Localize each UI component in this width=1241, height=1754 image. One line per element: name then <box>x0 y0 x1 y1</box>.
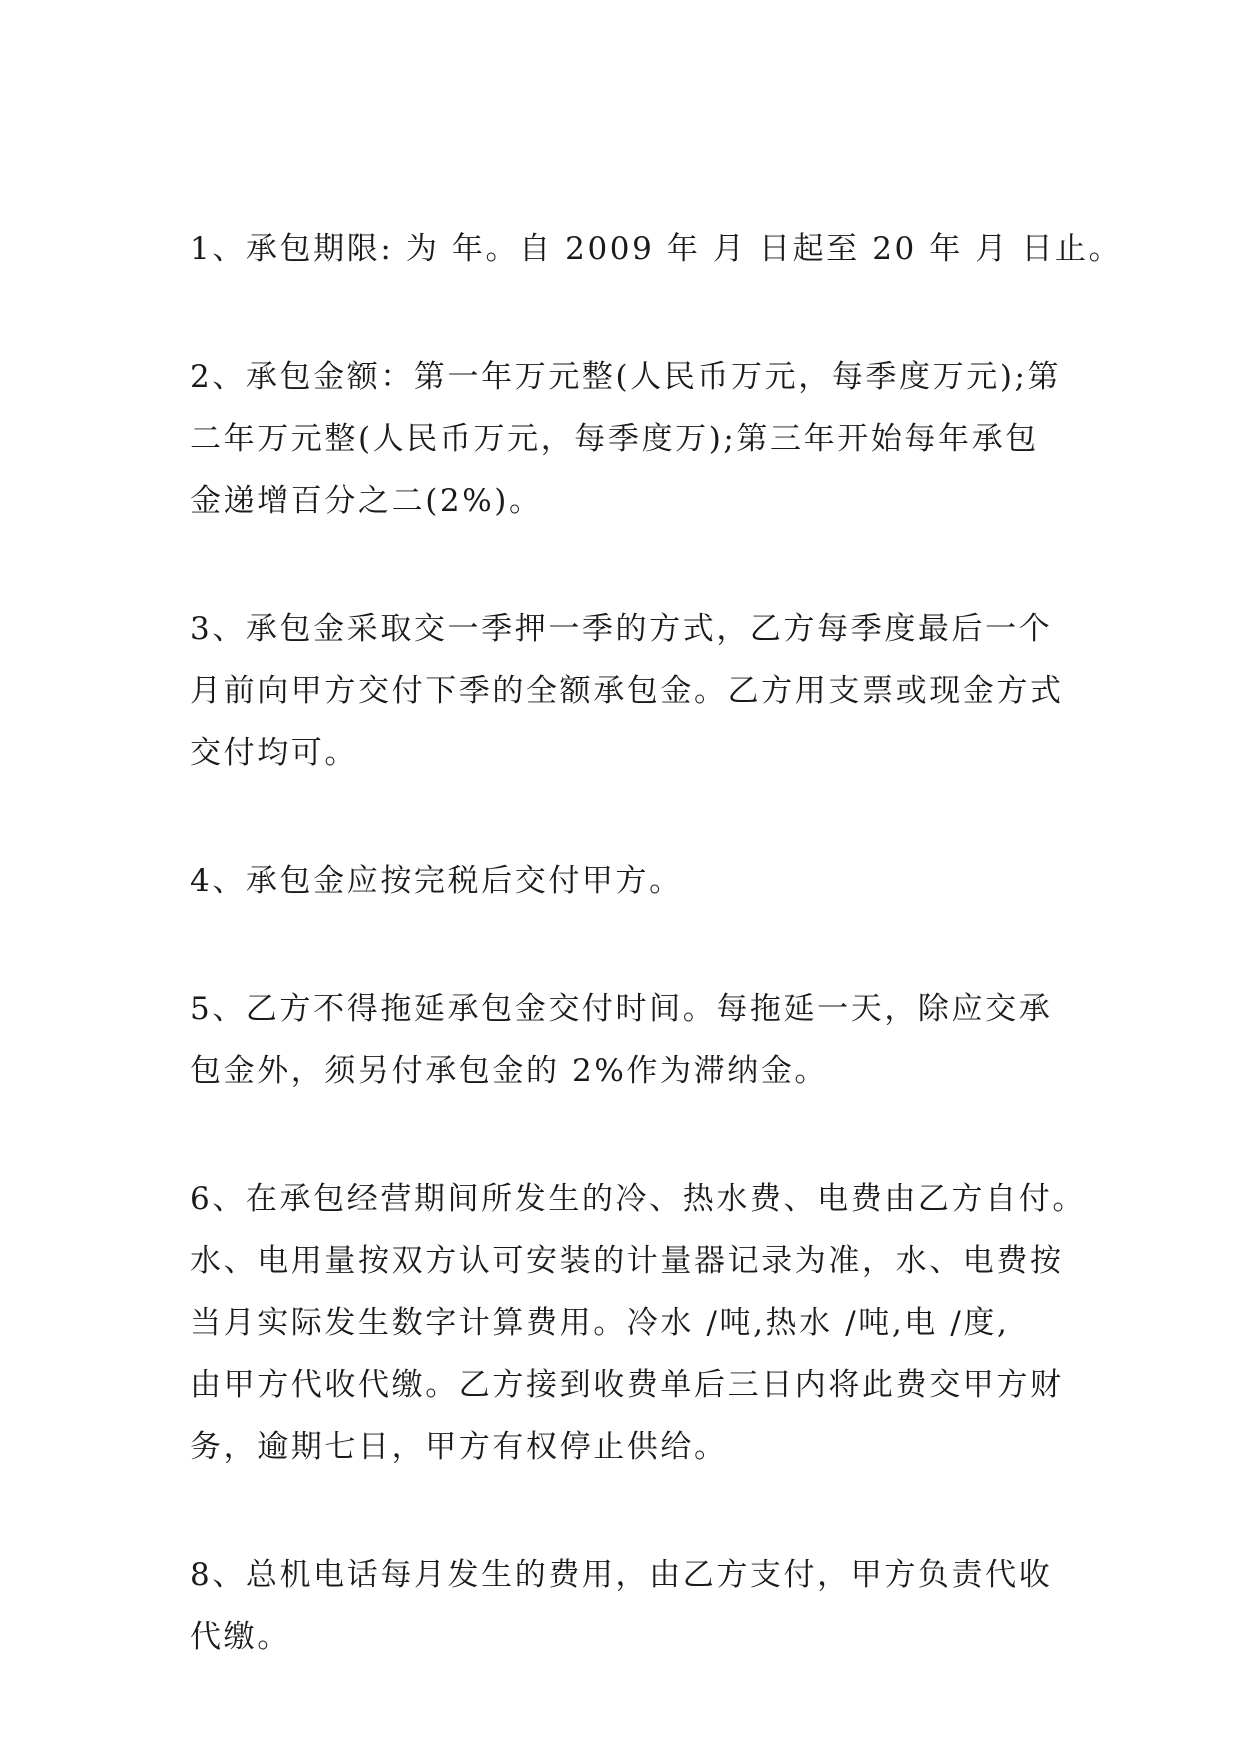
contract-clauses <box>190 218 1123 1734</box>
clause-line: 金递增百分之二(2%)。 <box>190 483 543 519</box>
clause-line: 水、电用量按双方认可安装的计量器记录为准，水、电费按 <box>190 1243 1064 1279</box>
clause-line: 3、承包金采取交一季押一季的方式，乙方每季度最后一个 <box>190 611 1053 647</box>
clause-8-telephone <box>190 1544 1070 1668</box>
clause-4-tax <box>190 850 1070 912</box>
clause-2-amount <box>190 346 1070 532</box>
clause-line: 1、承包期限: 为 年。自 2009 年 月 日起至 20 年 月 日止。 <box>190 231 1123 267</box>
clause-line: 6、在承包经营期间所发生的冷、热水费、电费由乙方自付。 <box>190 1181 1086 1217</box>
clause-line: 当月实际发生数字计算费用。冷水 /吨,热水 /吨,电 /度, <box>190 1305 1010 1341</box>
clause-line: 月前向甲方交付下季的全额承包金。乙方用支票或现金方式 <box>190 673 1064 709</box>
clause-line: 包金外，须另付承包金的 2%作为滞纳金。 <box>190 1053 829 1089</box>
clause-line: 务，逾期七日，甲方有权停止供给。 <box>190 1429 728 1465</box>
clause-line: 5、乙方不得拖延承包金交付时间。每拖延一天，除应交承 <box>190 991 1053 1027</box>
clause-line: 8、总机电话每月发生的费用，由乙方支付，甲方负责代收 <box>190 1557 1053 1593</box>
clause-3-payment-method <box>190 598 1070 784</box>
clause-line: 4、承包金应按完税后交付甲方。 <box>190 863 683 899</box>
clause-6-utilities <box>190 1168 1086 1478</box>
clause-line: 代缴。 <box>190 1619 291 1655</box>
clause-line: 由甲方代收代缴。乙方接到收费单后三日内将此费交甲方财 <box>190 1367 1064 1403</box>
clause-line: 2、承包金额：第一年万元整(人民币万元，每季度万元);第 <box>190 359 1062 395</box>
clause-line: 二年万元整(人民币万元，每季度万);第三年开始每年承包 <box>190 421 1039 457</box>
clause-5-late-fee <box>190 978 1070 1102</box>
clause-1-term <box>190 218 1123 280</box>
clause-line: 交付均可。 <box>190 735 358 771</box>
